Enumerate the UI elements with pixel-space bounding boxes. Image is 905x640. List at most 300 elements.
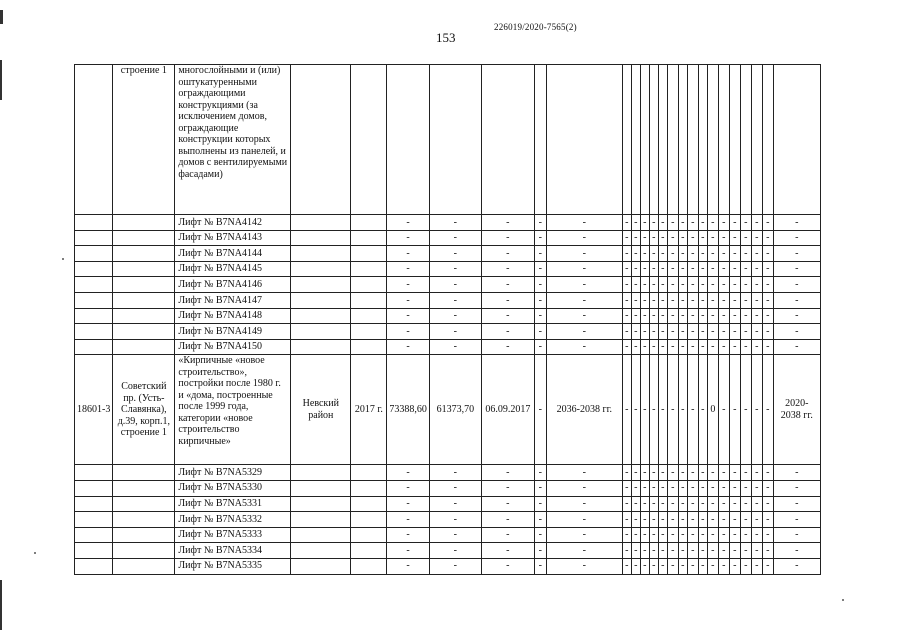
dash-cell: -: [429, 246, 481, 262]
dash-cell: -: [707, 261, 718, 277]
dash-cell: -: [546, 465, 622, 481]
dash-cell: -: [534, 277, 546, 293]
lift-row: [75, 558, 821, 574]
dash-cell: -: [429, 558, 481, 574]
dash-cell: -: [707, 246, 718, 262]
dash-cell: -: [698, 215, 707, 231]
dash-cell: -: [387, 512, 430, 528]
dash-cell: -: [698, 324, 707, 340]
dash-cell: -: [740, 230, 751, 246]
dash-cell: -: [387, 277, 430, 293]
lift-row: [75, 480, 821, 496]
dash-cell: -: [773, 480, 820, 496]
dash-cell: -: [729, 558, 740, 574]
year-cell: [351, 324, 387, 340]
dash-cell: -: [631, 527, 640, 543]
dash-cell: -: [534, 355, 546, 465]
dash-cell: -: [773, 292, 820, 308]
dash-cell: -: [649, 512, 658, 528]
dash-cell: -: [481, 543, 534, 559]
id-cell: 18601-3: [75, 355, 113, 465]
dash-cell: -: [481, 324, 534, 340]
dash-cell: -: [740, 527, 751, 543]
district-cell: [291, 480, 351, 496]
dash-cell: -: [729, 496, 740, 512]
description-cell: «Кирпичные «новое строительство», постройки после 1980 г. и «дома, построенные после 1999 года, категории «новое строительство кирпичные»: [175, 355, 291, 465]
dash-cell: -: [667, 558, 678, 574]
dash-cell: -: [534, 246, 546, 262]
dash-cell: -: [678, 512, 687, 528]
dash-cell: -: [640, 527, 649, 543]
empty-cell: [707, 65, 718, 215]
dash-cell: -: [678, 324, 687, 340]
dash-cell: -: [762, 230, 773, 246]
dash-cell: -: [387, 465, 430, 481]
dash-cell: -: [751, 355, 762, 465]
dash-cell: -: [667, 355, 678, 465]
dash-cell: -: [658, 496, 667, 512]
dash-cell: -: [707, 465, 718, 481]
dash-cell: -: [622, 496, 631, 512]
dash-cell: -: [762, 496, 773, 512]
empty-cell: [534, 65, 546, 215]
lift-label: Лифт № В7NA4148: [175, 308, 291, 324]
dash-cell: -: [631, 230, 640, 246]
dash-cell: -: [534, 512, 546, 528]
dash-cell: -: [698, 465, 707, 481]
lift-row: [75, 496, 821, 512]
dash-cell: -: [658, 308, 667, 324]
dash-cell: -: [546, 527, 622, 543]
dash-cell: -: [678, 527, 687, 543]
empty-cell: [631, 65, 640, 215]
dash-cell: -: [481, 480, 534, 496]
dash-cell: -: [729, 355, 740, 465]
dash-cell: -: [649, 324, 658, 340]
dash-cell: -: [429, 543, 481, 559]
year-cell: [351, 308, 387, 324]
dash-cell: -: [481, 339, 534, 355]
dash-cell: -: [658, 277, 667, 293]
dash-cell: -: [640, 543, 649, 559]
dash-cell: -: [729, 230, 740, 246]
dash-cell: -: [762, 292, 773, 308]
address-cell: Советский пр. (Усть-Славянка), д.39, корп.1, строение 1: [113, 355, 175, 465]
dash-cell: -: [658, 527, 667, 543]
date-cell: 06.09.2017: [481, 355, 534, 465]
address-cell: [113, 496, 175, 512]
dash-cell: -: [751, 324, 762, 340]
id-cell: [75, 339, 113, 355]
dash-cell: -: [429, 292, 481, 308]
dash-cell: -: [658, 230, 667, 246]
dash-cell: -: [631, 355, 640, 465]
lift-label: Лифт № В7NA4144: [175, 246, 291, 262]
address-cell: [113, 324, 175, 340]
empty-cell: [687, 65, 698, 215]
dash-cell: -: [546, 512, 622, 528]
dash-cell: -: [740, 355, 751, 465]
dash-cell: -: [481, 277, 534, 293]
dash-cell: -: [631, 465, 640, 481]
dash-cell: -: [740, 308, 751, 324]
scan-speck: [842, 599, 844, 601]
dash-cell: -: [667, 230, 678, 246]
lift-label: Лифт № В7NA5331: [175, 496, 291, 512]
lift-label: Лифт № В7NA4145: [175, 261, 291, 277]
lift-label: Лифт № В7NA5333: [175, 527, 291, 543]
district-cell: [291, 465, 351, 481]
dash-cell: -: [698, 527, 707, 543]
dash-cell: -: [640, 324, 649, 340]
dash-cell: -: [429, 261, 481, 277]
dash-cell: -: [687, 512, 698, 528]
dash-cell: -: [698, 339, 707, 355]
dash-cell: -: [387, 261, 430, 277]
dash-cell: -: [751, 277, 762, 293]
district-cell: [291, 496, 351, 512]
dash-cell: -: [429, 324, 481, 340]
dash-cell: -: [751, 465, 762, 481]
dash-cell: -: [707, 558, 718, 574]
dash-cell: -: [429, 215, 481, 231]
district-cell: [291, 527, 351, 543]
dash-cell: -: [718, 558, 729, 574]
dash-cell: -: [387, 215, 430, 231]
year-cell: [351, 246, 387, 262]
id-cell: [75, 277, 113, 293]
lift-label: Лифт № В7NA4147: [175, 292, 291, 308]
dash-cell: -: [762, 277, 773, 293]
lift-row: [75, 465, 821, 481]
dash-cell: -: [718, 339, 729, 355]
dash-cell: -: [773, 465, 820, 481]
lift-row: [75, 324, 821, 340]
dash-cell: -: [667, 277, 678, 293]
year-cell: [351, 230, 387, 246]
lift-row: [75, 261, 821, 277]
district-cell: [291, 215, 351, 231]
dash-cell: -: [751, 512, 762, 528]
dash-cell: -: [687, 527, 698, 543]
dash-cell: -: [640, 230, 649, 246]
dash-cell: -: [729, 339, 740, 355]
dash-cell: -: [631, 308, 640, 324]
dash-cell: -: [667, 308, 678, 324]
dash-cell: -: [667, 215, 678, 231]
dash-cell: -: [387, 324, 430, 340]
dash-cell: -: [640, 339, 649, 355]
lift-row: [75, 277, 821, 293]
dash-cell: -: [649, 308, 658, 324]
dash-cell: -: [698, 558, 707, 574]
empty-cell: [751, 65, 762, 215]
dash-cell: -: [687, 308, 698, 324]
dash-cell: -: [678, 543, 687, 559]
dash-cell: -: [718, 543, 729, 559]
empty-cell: [773, 65, 820, 215]
dash-cell: -: [740, 512, 751, 528]
dash-cell: -: [740, 496, 751, 512]
dash-cell: -: [678, 215, 687, 231]
dash-cell: -: [762, 527, 773, 543]
address-cell: [113, 261, 175, 277]
dash-cell: -: [773, 261, 820, 277]
dash-cell: -: [546, 324, 622, 340]
dash-cell: -: [718, 308, 729, 324]
dash-cell: -: [481, 558, 534, 574]
dash-cell: -: [631, 558, 640, 574]
dash-cell: -: [546, 261, 622, 277]
binding-mark: [0, 580, 2, 630]
address-cell: [113, 465, 175, 481]
dash-cell: -: [751, 527, 762, 543]
dash-cell: -: [429, 496, 481, 512]
dash-cell: -: [387, 308, 430, 324]
dash-cell: -: [751, 480, 762, 496]
year-cell: [351, 277, 387, 293]
lift-row: [75, 527, 821, 543]
dash-cell: -: [762, 558, 773, 574]
lift-row: [75, 339, 821, 355]
dash-cell: -: [678, 465, 687, 481]
dash-cell: -: [631, 246, 640, 262]
dash-cell: -: [751, 261, 762, 277]
dash-cell: -: [622, 480, 631, 496]
dash-cell: -: [658, 512, 667, 528]
description-cell: многослойными и (или) оштукатуренными ограждающими конструкциями (за исключением домов, ограждающие конструкции которых выполнены из панелей, и домов с вентилируемыми фасадами): [175, 65, 291, 215]
id-cell: [75, 308, 113, 324]
year-cell: [351, 215, 387, 231]
dash-cell: -: [387, 246, 430, 262]
value-cell: 73388,60: [387, 355, 430, 465]
period-cell: 2036-2038 гг.: [546, 355, 622, 465]
register-table: [74, 64, 821, 575]
dash-cell: -: [718, 230, 729, 246]
dash-cell: -: [740, 246, 751, 262]
dash-cell: -: [667, 527, 678, 543]
dash-cell: -: [631, 339, 640, 355]
id-cell: [75, 527, 113, 543]
dash-cell: -: [751, 543, 762, 559]
address-cell: [113, 246, 175, 262]
dash-cell: -: [546, 308, 622, 324]
dash-cell: -: [631, 324, 640, 340]
dash-cell: -: [481, 292, 534, 308]
year-cell: [351, 543, 387, 559]
dash-cell: -: [729, 277, 740, 293]
dash-cell: -: [622, 324, 631, 340]
dash-cell: -: [387, 543, 430, 559]
dash-cell: -: [773, 230, 820, 246]
empty-cell: [546, 65, 622, 215]
dash-cell: -: [698, 543, 707, 559]
address-cell: строение 1: [113, 65, 175, 215]
dash-cell: -: [622, 527, 631, 543]
dash-cell: -: [387, 339, 430, 355]
dash-cell: -: [429, 512, 481, 528]
dash-cell: -: [729, 246, 740, 262]
dash-cell: -: [649, 246, 658, 262]
dash-cell: -: [546, 215, 622, 231]
dash-cell: -: [773, 324, 820, 340]
dash-cell: -: [718, 277, 729, 293]
dash-cell: -: [678, 261, 687, 277]
dash-cell: -: [640, 496, 649, 512]
dash-cell: -: [740, 339, 751, 355]
dash-cell: -: [658, 543, 667, 559]
page-number: 153: [436, 30, 456, 45]
dash-cell: -: [751, 339, 762, 355]
id-cell: [75, 465, 113, 481]
dash-cell: -: [534, 261, 546, 277]
dash-cell: -: [729, 292, 740, 308]
dash-cell: -: [740, 480, 751, 496]
year-cell: [351, 465, 387, 481]
id-cell: [75, 324, 113, 340]
scan-speck: [34, 552, 36, 554]
empty-cell: [678, 65, 687, 215]
dash-cell: -: [649, 230, 658, 246]
dash-cell: -: [687, 339, 698, 355]
dash-cell: -: [707, 215, 718, 231]
dash-cell: -: [534, 543, 546, 559]
dash-cell: -: [751, 558, 762, 574]
lift-label: Лифт № В7NA4150: [175, 339, 291, 355]
empty-cell: [658, 65, 667, 215]
id-cell: [75, 246, 113, 262]
dash-cell: -: [707, 339, 718, 355]
dash-cell: -: [718, 465, 729, 481]
dash-cell: -: [762, 543, 773, 559]
district-cell: [291, 292, 351, 308]
district-cell: [291, 308, 351, 324]
dash-cell: -: [429, 465, 481, 481]
dash-cell: -: [729, 543, 740, 559]
dash-cell: -: [622, 512, 631, 528]
dash-cell: -: [729, 261, 740, 277]
dash-cell: -: [658, 558, 667, 574]
dash-cell: -: [546, 339, 622, 355]
dash-cell: -: [387, 558, 430, 574]
dash-cell: -: [698, 480, 707, 496]
dash-cell: -: [773, 496, 820, 512]
dash-cell: -: [429, 308, 481, 324]
dash-cell: -: [481, 261, 534, 277]
dash-cell: -: [698, 512, 707, 528]
scan-speck: [62, 258, 64, 260]
dash-cell: -: [640, 261, 649, 277]
dash-cell: -: [387, 480, 430, 496]
dash-cell: -: [678, 339, 687, 355]
dash-cell: -: [678, 277, 687, 293]
dash-cell: -: [546, 277, 622, 293]
dash-cell: -: [678, 496, 687, 512]
lift-label: Лифт № В7NA4149: [175, 324, 291, 340]
dash-cell: -: [631, 480, 640, 496]
dash-cell: -: [718, 355, 729, 465]
dash-cell: -: [698, 308, 707, 324]
address-cell: [113, 215, 175, 231]
dash-cell: -: [546, 246, 622, 262]
dash-cell: -: [429, 230, 481, 246]
address-cell: [113, 480, 175, 496]
dash-cell: -: [773, 246, 820, 262]
dash-cell: -: [718, 292, 729, 308]
dash-cell: -: [658, 246, 667, 262]
dash-cell: -: [667, 324, 678, 340]
district-cell: [291, 230, 351, 246]
dash-cell: -: [622, 339, 631, 355]
dash-cell: -: [534, 558, 546, 574]
dash-cell: -: [631, 543, 640, 559]
dash-cell: -: [667, 512, 678, 528]
dash-cell: -: [534, 308, 546, 324]
dash-cell: -: [729, 324, 740, 340]
dash-cell: -: [649, 543, 658, 559]
dash-cell: -: [631, 292, 640, 308]
dash-cell: -: [649, 215, 658, 231]
dash-cell: -: [622, 355, 631, 465]
dash-cell: -: [698, 230, 707, 246]
lift-label: Лифт № В7NA5334: [175, 543, 291, 559]
dash-cell: -: [740, 465, 751, 481]
dash-cell: -: [718, 246, 729, 262]
empty-cell: [387, 65, 430, 215]
district-cell: [291, 261, 351, 277]
year-cell: [351, 339, 387, 355]
dash-cell: -: [687, 277, 698, 293]
lift-row: [75, 292, 821, 308]
dash-cell: -: [740, 543, 751, 559]
lift-label: Лифт № В7NA4142: [175, 215, 291, 231]
dash-cell: -: [762, 261, 773, 277]
dash-cell: -: [678, 480, 687, 496]
dash-cell: -: [678, 355, 687, 465]
dash-cell: -: [640, 308, 649, 324]
dash-cell: -: [387, 527, 430, 543]
dash-cell: -: [718, 527, 729, 543]
empty-cell: [718, 65, 729, 215]
lift-row: [75, 246, 821, 262]
dash-cell: -: [658, 465, 667, 481]
dash-cell: -: [762, 324, 773, 340]
dash-cell: -: [481, 465, 534, 481]
dash-cell: -: [762, 355, 773, 465]
empty-cell: [351, 65, 387, 215]
dash-cell: -: [622, 230, 631, 246]
dash-cell: -: [667, 496, 678, 512]
dash-cell: -: [707, 292, 718, 308]
dash-cell: -: [622, 261, 631, 277]
dash-cell: -: [718, 215, 729, 231]
dash-cell: -: [534, 496, 546, 512]
empty-cell: [740, 65, 751, 215]
dash-cell: -: [534, 339, 546, 355]
dash-cell: -: [658, 324, 667, 340]
final-period-cell: 2020-2038 гг.: [773, 355, 820, 465]
dash-cell: -: [678, 230, 687, 246]
dash-cell: -: [773, 512, 820, 528]
dash-cell: -: [687, 558, 698, 574]
dash-cell: -: [687, 496, 698, 512]
year-cell: [351, 292, 387, 308]
lift-label: Лифт № В7NA5330: [175, 480, 291, 496]
document-code: 226019/2020-7565(2): [494, 22, 577, 32]
year-cell: [351, 512, 387, 528]
dash-cell: -: [773, 558, 820, 574]
year-cell: [351, 558, 387, 574]
